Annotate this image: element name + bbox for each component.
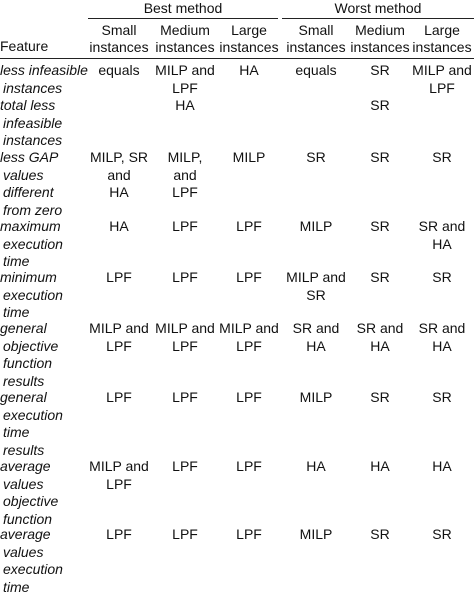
row-feature-label: less infeasible instances [0,62,88,96]
table-cell: MILP and LPF [412,62,472,96]
table-cell: LPF [172,526,198,542]
column-header-worst-small: Small instances [286,22,346,55]
header-bottom-rule [0,58,474,59]
column-header-best-large: Large instances [219,22,279,55]
table-cell: MILP and LPF [89,320,149,354]
table-cell: SR and HA [418,320,466,354]
table-cell: SR and HA [356,320,404,354]
column-header-worst-medium: Medium instances [350,22,410,55]
table-cell: LPF [236,458,262,474]
worst-method-rule [282,18,474,19]
table-cell: LPF [106,389,132,405]
column-header-worst-large: Large instances [412,22,472,55]
table-cell: HA [239,62,259,78]
table-cell: HA [370,458,390,474]
table-cell: SR [370,149,390,165]
group-header-worst-method: Worst method [334,0,422,16]
table-cell: MILP, SR and HA [89,149,149,200]
row-feature-label: general objective function results [0,320,59,389]
table-cell: HA [306,458,326,474]
table-cell: LPF [172,458,198,474]
table-cell: LPF [172,269,198,285]
table-cell: SR [306,149,326,165]
table-cell: MILP and SR [286,269,346,303]
row-feature-label: maximum execution time [0,218,63,269]
table-cell: SR and HA [418,218,466,252]
table-cell: SR [432,389,452,405]
table-cell: SR [370,62,390,78]
table-cell: MILP and LPF [89,458,149,492]
table-cell: LPF [236,269,262,285]
row-feature-label: general execution time results [0,389,63,458]
row-feature-label: minimum execution time [0,269,63,320]
table-cell: MILP, and LPF [167,149,203,200]
table-cell: SR [370,269,390,285]
table-cell: SR [370,218,390,234]
table-cell: SR [370,97,390,113]
table-cell: HA [175,97,195,113]
column-header-best-small: Small instances [89,22,149,55]
feature-column-header: Feature [0,38,49,54]
table-cell: LPF [236,218,262,234]
table-cell: MILP [299,526,333,542]
table-cell: HA [432,458,452,474]
table-cell: LPF [172,389,198,405]
row-feature-label: total less infeasible instances [0,97,63,148]
table-cell: LPF [236,389,262,405]
table-cell: SR [432,149,452,165]
group-header-best-method: Best method [143,0,223,16]
table-cell: HA [109,218,129,234]
table-cell: LPF [106,526,132,542]
table-cell: SR [432,526,452,542]
table-cell: MILP and LPF [155,62,215,96]
table-cell: equals [98,62,140,78]
table-cell: MILP [299,218,333,234]
column-header-best-medium: Medium instances [155,22,215,55]
row-feature-label: average values objective function [0,458,59,527]
table-cell: MILP and LPF [155,320,215,354]
table-cell: LPF [172,218,198,234]
table-cell: LPF [106,269,132,285]
table-cell: MILP [299,389,333,405]
table-cell: SR and HA [292,320,340,354]
table-cell: SR [432,269,452,285]
table-cell: SR [370,526,390,542]
table-cell: MILP and LPF [219,320,279,354]
best-method-rule [88,18,278,19]
table-cell: equals [295,62,337,78]
row-feature-label: less GAP values different from zero [0,149,63,218]
table-cell: LPF [236,526,262,542]
table-cell: MILP [232,149,266,165]
table-cell: SR [370,389,390,405]
row-feature-label: average values execution time [0,526,63,595]
